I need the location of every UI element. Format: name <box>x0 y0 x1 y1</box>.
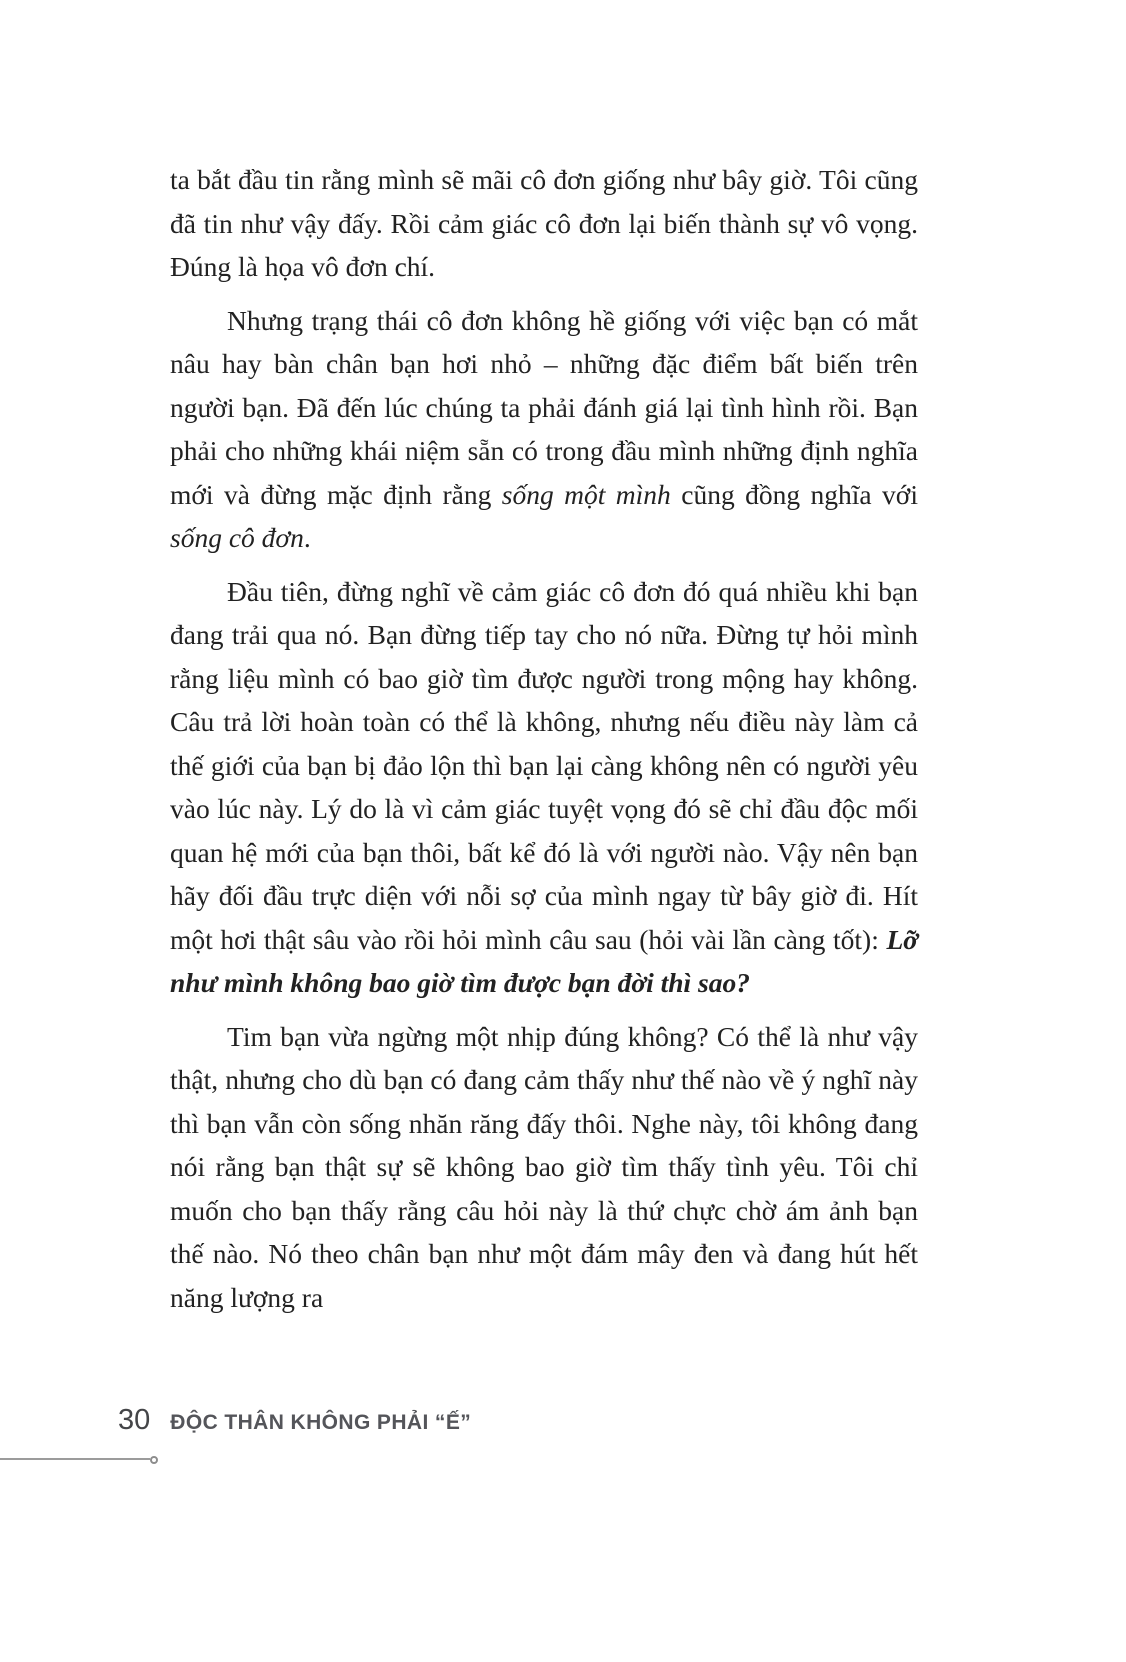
footer-rule <box>0 1458 150 1460</box>
text-run: sống cô đơn <box>170 522 304 553</box>
text-run: cũng đồng nghĩa với <box>670 478 918 510</box>
paragraph <box>170 158 918 289</box>
paragraph <box>170 570 918 1005</box>
running-footer-title: ĐỘC THÂN KHÔNG PHẢI “Ế” <box>170 1411 472 1434</box>
paragraph <box>170 1015 918 1320</box>
text-run: . <box>303 522 311 553</box>
page-number: 30 <box>118 1404 151 1436</box>
text-run: Đầu tiên, đừng nghĩ về cảm giác cô đơn đó quá nhiều khi bạn đang trải qua nó. Bạn đừng tiếp tay cho nó nữa. Đừng tự hỏi mình rằng liệu mình có bao giờ tìm được người trong mộng hay không. Câu trả lời hoàn toàn có thể là không, nhưng nếu điều này làm cả thế giới của bạn bị đảo lộn thì bạn lại càng không nên có người yêu vào lúc này. Lý do là vì cảm giác tuyệt vọng đó sẽ chỉ đầu độc mối quan hệ mới của bạn thôi, bất kể đó là với người nào. Vậy nên bạn hãy đối đầu trực diện với nỗi sợ của mình ngay từ bây giờ đi. Hít một hơi thật sâu vào rồi hỏi mình câu sau (hỏi vài lần càng tốt): <box>170 575 918 955</box>
text-run: ta bắt đầu tin rằng mình sẽ mãi cô đơn giống như bây giờ. Tôi cũng đã tin như vậy đấy. Rồi cảm giác cô đơn lại biến thành sự vô vọng. Đúng là họa vô đơn chí. <box>170 164 918 282</box>
footer-rule-dot <box>150 1456 158 1464</box>
text-run: sống một mình <box>501 478 671 510</box>
page-body-text <box>170 158 918 1329</box>
page-footer <box>118 1404 471 1437</box>
text-run: Nhưng trạng thái cô đơn không hề giống với việc bạn có mắt nâu hay bàn chân bạn hơi nhỏ – những đặc điểm bất biến trên người bạn. Đã đến lúc chúng ta phải đánh giá lại tình hình rồi. Bạn phải cho những khái niệm sẵn có trong đầu mình những định nghĩa mới và đừng mặc định rằng <box>170 304 918 510</box>
paragraph <box>170 299 918 560</box>
text-run: Lỡ như mình không bao giờ tìm được bạn đời thì sao? <box>170 923 918 998</box>
text-run: Tim bạn vừa ngừng một nhịp đúng không? Có thể là như vậy thật, nhưng cho dù bạn có đang cảm thấy như thế nào về ý nghĩ này thì bạn vẫn còn sống nhăn răng đấy thôi. Nghe này, tôi không đang nói rằng bạn thật sự sẽ không bao giờ tìm thấy tình yêu. Tôi chỉ muốn cho bạn thấy rằng câu hỏi này là thứ chực chờ ám ảnh bạn thế nào. Nó theo chân bạn như một đám mây đen và đang hút hết năng lượng ra <box>170 1020 918 1313</box>
